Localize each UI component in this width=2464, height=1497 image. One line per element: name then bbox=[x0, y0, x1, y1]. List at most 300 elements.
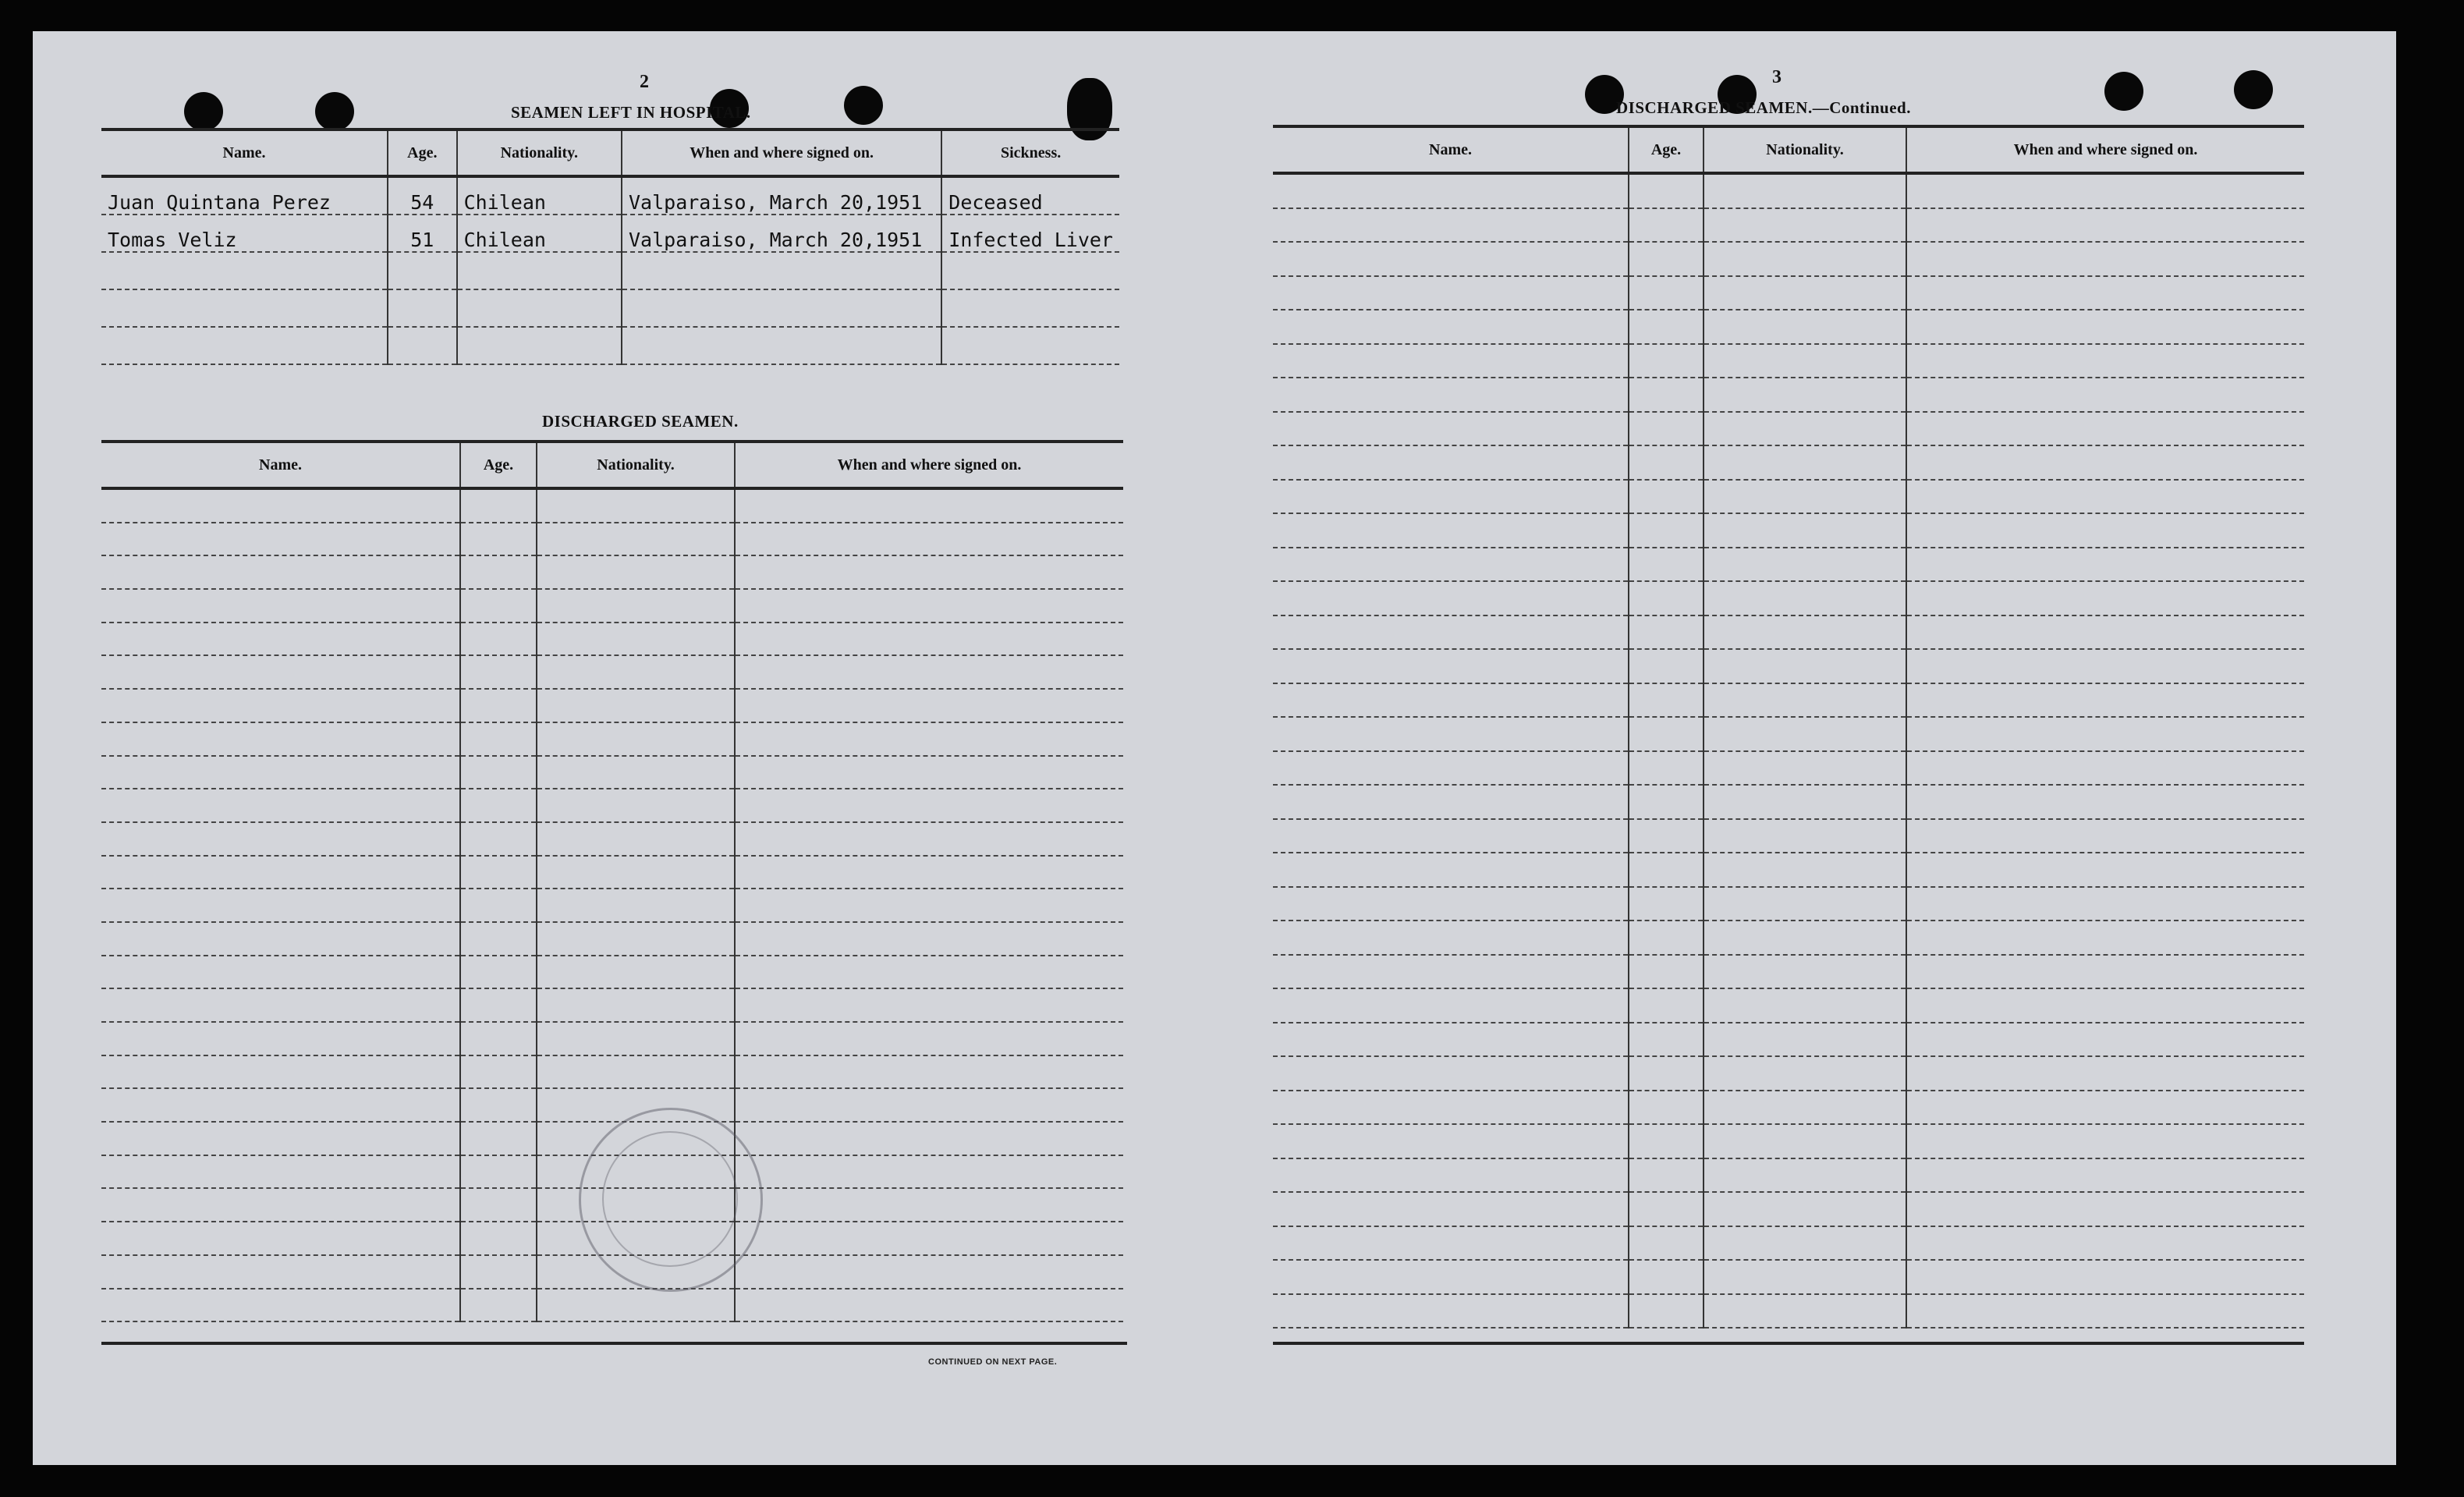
table-row bbox=[1273, 344, 2304, 378]
table-row bbox=[101, 1289, 1123, 1322]
cell-nationality bbox=[457, 327, 622, 364]
cell-sickness bbox=[941, 327, 1119, 364]
table-cell bbox=[537, 623, 735, 656]
punch-hole bbox=[315, 92, 354, 131]
table-cell bbox=[1629, 513, 1704, 548]
table-cell bbox=[1704, 1192, 1906, 1226]
table-cell bbox=[1629, 208, 1704, 243]
table-cell bbox=[1273, 683, 1629, 718]
cell-signed-on: Valparaiso, March 20,1951 bbox=[622, 215, 941, 252]
table-cell bbox=[1906, 480, 2304, 514]
table-row bbox=[1273, 310, 2304, 344]
table-cell bbox=[1906, 1091, 2304, 1125]
table-cell bbox=[735, 1222, 1123, 1255]
table-cell bbox=[1273, 717, 1629, 751]
table-cell bbox=[460, 1188, 537, 1222]
table-cell bbox=[735, 922, 1123, 956]
table-cell bbox=[1704, 208, 1906, 243]
table-cell bbox=[735, 523, 1123, 556]
table-cell bbox=[1704, 1226, 1906, 1261]
table-cell bbox=[735, 1055, 1123, 1089]
table-cell bbox=[1273, 955, 1629, 989]
table-cell bbox=[1273, 649, 1629, 683]
table-cell bbox=[101, 1188, 460, 1222]
faded-stamp-inner bbox=[602, 1131, 738, 1267]
table-cell bbox=[101, 589, 460, 623]
table-cell bbox=[537, 988, 735, 1022]
table-row bbox=[101, 176, 1119, 215]
continued-note: CONTINUED ON NEXT PAGE. bbox=[928, 1357, 1058, 1367]
table-cell bbox=[1906, 1192, 2304, 1226]
table-cell bbox=[101, 789, 460, 822]
table-row bbox=[101, 523, 1123, 556]
table-cell bbox=[1273, 615, 1629, 650]
table-cell bbox=[735, 623, 1123, 656]
table-cell bbox=[735, 1155, 1123, 1189]
table-cell bbox=[1704, 955, 1906, 989]
table-row bbox=[1273, 1192, 2304, 1226]
table-cell bbox=[1629, 921, 1704, 955]
table-row bbox=[101, 856, 1123, 889]
table-cell bbox=[537, 756, 735, 789]
table-cell bbox=[1906, 683, 2304, 718]
table-cell bbox=[1704, 1091, 1906, 1125]
table-cell bbox=[460, 689, 537, 722]
table-row bbox=[1273, 276, 2304, 310]
table-cell bbox=[735, 488, 1123, 523]
table-row bbox=[1273, 887, 2304, 921]
table-cell bbox=[1704, 480, 1906, 514]
table-row bbox=[101, 956, 1123, 989]
table-cell bbox=[1704, 242, 1906, 276]
table-row bbox=[101, 252, 1119, 289]
table-cell bbox=[460, 722, 537, 756]
table-cell bbox=[1704, 717, 1906, 751]
table-cell bbox=[1629, 751, 1704, 786]
table-cell bbox=[1629, 378, 1704, 412]
table-row bbox=[1273, 785, 2304, 819]
table-cell bbox=[101, 1289, 460, 1322]
table-cell bbox=[1906, 208, 2304, 243]
table-cell bbox=[1273, 751, 1629, 786]
cell-sickness: Deceased bbox=[941, 176, 1119, 215]
table-cell bbox=[1704, 751, 1906, 786]
table-row bbox=[101, 488, 1123, 523]
table-row bbox=[1273, 548, 2304, 582]
discharged-continued-title: DISCHARGED SEAMEN.—Continued. bbox=[1616, 98, 1911, 117]
column-header: Sickness. bbox=[941, 129, 1119, 176]
table-row bbox=[1273, 717, 2304, 751]
table-row bbox=[101, 789, 1123, 822]
table-cell bbox=[1704, 276, 1906, 310]
table-cell bbox=[1629, 1226, 1704, 1261]
column-header: When and where signed on. bbox=[735, 442, 1123, 488]
table-row bbox=[101, 889, 1123, 922]
table-cell bbox=[1629, 649, 1704, 683]
table-row bbox=[1273, 1260, 2304, 1294]
table-cell bbox=[1704, 1023, 1906, 1057]
table-row bbox=[1273, 1056, 2304, 1091]
hospital-table bbox=[101, 128, 1119, 365]
cell-signed-on bbox=[622, 327, 941, 364]
cell-nationality bbox=[457, 252, 622, 289]
table-cell bbox=[1906, 717, 2304, 751]
table-cell bbox=[1629, 242, 1704, 276]
document-sheet bbox=[33, 31, 2396, 1465]
cell-signed-on: Valparaiso, March 20,1951 bbox=[622, 176, 941, 215]
table-cell bbox=[1704, 173, 1906, 208]
table-cell bbox=[1906, 955, 2304, 989]
column-header: Nationality. bbox=[457, 129, 622, 176]
table-cell bbox=[1629, 955, 1704, 989]
cell-name: Tomas Veliz bbox=[101, 215, 388, 252]
table-cell bbox=[1906, 1226, 2304, 1261]
table-cell bbox=[1704, 683, 1906, 718]
table-row bbox=[1273, 1226, 2304, 1261]
table-row bbox=[1273, 208, 2304, 243]
table-cell bbox=[1704, 548, 1906, 582]
table-cell bbox=[460, 523, 537, 556]
table-cell bbox=[101, 1255, 460, 1289]
table-cell bbox=[101, 1022, 460, 1055]
table-cell bbox=[1906, 581, 2304, 615]
table-row bbox=[1273, 173, 2304, 208]
table-cell bbox=[1629, 853, 1704, 887]
table-cell bbox=[1704, 344, 1906, 378]
table-cell bbox=[460, 1155, 537, 1189]
table-cell bbox=[1906, 988, 2304, 1023]
table-cell bbox=[101, 822, 460, 856]
table-cell bbox=[1629, 548, 1704, 582]
table-cell bbox=[1629, 276, 1704, 310]
table-cell bbox=[1906, 615, 2304, 650]
table-row bbox=[1273, 242, 2304, 276]
table-cell bbox=[1906, 378, 2304, 412]
table-row bbox=[1273, 1158, 2304, 1193]
table-row bbox=[1273, 445, 2304, 480]
table-row bbox=[101, 822, 1123, 856]
table-cell bbox=[537, 922, 735, 956]
table-cell bbox=[101, 956, 460, 989]
cell-sickness: Infected Liver bbox=[941, 215, 1119, 252]
table-row bbox=[1273, 1023, 2304, 1057]
table-cell bbox=[735, 1122, 1123, 1155]
table-cell bbox=[735, 555, 1123, 589]
table-cell bbox=[1629, 717, 1704, 751]
table-cell bbox=[1906, 1023, 2304, 1057]
table-cell bbox=[1629, 819, 1704, 853]
table-row bbox=[1273, 1091, 2304, 1125]
table-row bbox=[1273, 412, 2304, 446]
table-cell bbox=[460, 956, 537, 989]
table-cell bbox=[1704, 1056, 1906, 1091]
column-header: Age. bbox=[460, 442, 537, 488]
punch-hole bbox=[844, 86, 883, 125]
table-cell bbox=[1704, 412, 1906, 446]
table-cell bbox=[1273, 344, 1629, 378]
table-cell bbox=[101, 1222, 460, 1255]
table-cell bbox=[1906, 344, 2304, 378]
table-cell bbox=[460, 1088, 537, 1122]
table-cell bbox=[735, 1088, 1123, 1122]
table-row bbox=[1273, 378, 2304, 412]
table-cell bbox=[1629, 344, 1704, 378]
table-cell bbox=[1704, 310, 1906, 344]
table-cell bbox=[101, 689, 460, 722]
cell-name bbox=[101, 327, 388, 364]
table-row bbox=[1273, 683, 2304, 718]
table-cell bbox=[1906, 412, 2304, 446]
table-cell bbox=[460, 655, 537, 689]
table-row bbox=[101, 289, 1119, 327]
table-cell bbox=[1629, 173, 1704, 208]
table-cell bbox=[1273, 1260, 1629, 1294]
table-cell bbox=[537, 956, 735, 989]
table-cell bbox=[1906, 853, 2304, 887]
table-row bbox=[101, 689, 1123, 722]
table-cell bbox=[1704, 988, 1906, 1023]
table-cell bbox=[1906, 310, 2304, 344]
table-cell bbox=[1273, 1294, 1629, 1328]
table-row bbox=[1273, 853, 2304, 887]
table-row bbox=[1273, 615, 2304, 650]
cell-age bbox=[388, 289, 457, 327]
table-cell bbox=[735, 1255, 1123, 1289]
table-cell bbox=[460, 1222, 537, 1255]
hospital-section-title: SEAMEN LEFT IN HOSPITAL. bbox=[511, 103, 751, 122]
cell-age: 54 bbox=[388, 176, 457, 215]
table-cell bbox=[1906, 1056, 2304, 1091]
table-cell bbox=[1704, 445, 1906, 480]
table-cell bbox=[1273, 581, 1629, 615]
table-cell bbox=[1906, 242, 2304, 276]
table-cell bbox=[1273, 242, 1629, 276]
table-cell bbox=[1704, 921, 1906, 955]
table-row bbox=[1273, 751, 2304, 786]
table-cell bbox=[1704, 581, 1906, 615]
table-cell bbox=[1273, 480, 1629, 514]
table-cell bbox=[460, 1022, 537, 1055]
table-row bbox=[101, 1022, 1123, 1055]
table-cell bbox=[1273, 988, 1629, 1023]
table-cell bbox=[460, 488, 537, 523]
table-cell bbox=[735, 889, 1123, 922]
table-cell bbox=[1704, 513, 1906, 548]
table-row bbox=[1273, 988, 2304, 1023]
table-cell bbox=[735, 689, 1123, 722]
table-cell bbox=[1273, 1023, 1629, 1057]
table-cell bbox=[460, 589, 537, 623]
table-cell bbox=[1273, 1091, 1629, 1125]
table-row bbox=[101, 722, 1123, 756]
table-row bbox=[101, 1055, 1123, 1089]
table-row bbox=[101, 988, 1123, 1022]
table-cell bbox=[101, 1122, 460, 1155]
table-cell bbox=[1906, 1124, 2304, 1158]
table-cell bbox=[460, 623, 537, 656]
table-cell bbox=[1704, 1124, 1906, 1158]
table-cell bbox=[460, 789, 537, 822]
cell-name bbox=[101, 252, 388, 289]
bottom-rule bbox=[1273, 1342, 2304, 1345]
table-cell bbox=[1273, 378, 1629, 412]
table-cell bbox=[735, 756, 1123, 789]
table-cell bbox=[1906, 173, 2304, 208]
table-cell bbox=[735, 655, 1123, 689]
table-cell bbox=[1906, 785, 2304, 819]
table-cell bbox=[1273, 1158, 1629, 1193]
cell-nationality bbox=[457, 289, 622, 327]
table-cell bbox=[101, 988, 460, 1022]
table-cell bbox=[1704, 853, 1906, 887]
table-cell bbox=[537, 789, 735, 822]
table-row bbox=[101, 655, 1123, 689]
table-cell bbox=[101, 1155, 460, 1189]
table-row bbox=[101, 327, 1119, 364]
table-cell bbox=[735, 789, 1123, 822]
table-row bbox=[101, 922, 1123, 956]
table-cell bbox=[1906, 1260, 2304, 1294]
table-cell bbox=[1704, 1294, 1906, 1328]
table-cell bbox=[1629, 785, 1704, 819]
table-cell bbox=[1273, 1124, 1629, 1158]
table-cell bbox=[1629, 1294, 1704, 1328]
table-cell bbox=[537, 555, 735, 589]
table-cell bbox=[537, 822, 735, 856]
cell-name: Juan Quintana Perez bbox=[101, 176, 388, 215]
table-cell bbox=[460, 756, 537, 789]
table-cell bbox=[1704, 785, 1906, 819]
column-header: When and where signed on. bbox=[1906, 126, 2304, 173]
table-cell bbox=[1273, 173, 1629, 208]
cell-age bbox=[388, 252, 457, 289]
table-cell bbox=[735, 856, 1123, 889]
table-cell bbox=[1704, 1260, 1906, 1294]
table-cell bbox=[460, 856, 537, 889]
punch-hole bbox=[2104, 72, 2143, 111]
table-row bbox=[101, 623, 1123, 656]
table-cell bbox=[1273, 445, 1629, 480]
punch-hole bbox=[184, 92, 223, 131]
table-cell bbox=[1273, 887, 1629, 921]
cell-name bbox=[101, 289, 388, 327]
table-row bbox=[101, 215, 1119, 252]
table-cell bbox=[1629, 1260, 1704, 1294]
table-row bbox=[1273, 819, 2304, 853]
table-cell bbox=[1273, 276, 1629, 310]
table-row bbox=[1273, 1294, 2304, 1328]
table-cell bbox=[735, 1289, 1123, 1322]
table-cell bbox=[735, 1022, 1123, 1055]
page-number: 2 bbox=[640, 72, 649, 92]
table-row bbox=[101, 756, 1123, 789]
table-cell bbox=[460, 922, 537, 956]
table-cell bbox=[101, 488, 460, 523]
table-cell bbox=[1704, 819, 1906, 853]
cell-nationality: Chilean bbox=[457, 176, 622, 215]
table-cell bbox=[101, 623, 460, 656]
table-cell bbox=[537, 523, 735, 556]
table-cell bbox=[101, 1088, 460, 1122]
table-cell bbox=[1629, 412, 1704, 446]
table-row bbox=[101, 589, 1123, 623]
table-cell bbox=[1906, 649, 2304, 683]
column-header: Age. bbox=[1629, 126, 1704, 173]
table-row bbox=[101, 1088, 1123, 1122]
table-cell bbox=[1273, 1192, 1629, 1226]
cell-nationality: Chilean bbox=[457, 215, 622, 252]
table-cell bbox=[1273, 412, 1629, 446]
discharged-continued-table bbox=[1273, 125, 2304, 1328]
table-cell bbox=[1629, 445, 1704, 480]
table-cell bbox=[1629, 887, 1704, 921]
table-cell bbox=[537, 856, 735, 889]
table-cell bbox=[1273, 853, 1629, 887]
table-cell bbox=[1629, 1124, 1704, 1158]
table-cell bbox=[1273, 513, 1629, 548]
table-cell bbox=[537, 722, 735, 756]
table-cell bbox=[1629, 988, 1704, 1023]
table-cell bbox=[460, 1289, 537, 1322]
table-row bbox=[1273, 581, 2304, 615]
table-cell bbox=[1629, 1091, 1704, 1125]
column-header: When and where signed on. bbox=[622, 129, 941, 176]
table-cell bbox=[1273, 208, 1629, 243]
column-header: Name. bbox=[101, 442, 460, 488]
table-cell bbox=[537, 1289, 735, 1322]
table-cell bbox=[1906, 751, 2304, 786]
table-cell bbox=[1629, 683, 1704, 718]
table-cell bbox=[537, 589, 735, 623]
table-cell bbox=[101, 889, 460, 922]
table-cell bbox=[101, 722, 460, 756]
table-cell bbox=[1704, 378, 1906, 412]
table-cell bbox=[1629, 615, 1704, 650]
column-header: Nationality. bbox=[537, 442, 735, 488]
table-cell bbox=[537, 689, 735, 722]
table-cell bbox=[735, 589, 1123, 623]
table-cell bbox=[1906, 548, 2304, 582]
bottom-rule bbox=[101, 1342, 1127, 1345]
table-cell bbox=[101, 655, 460, 689]
cell-sickness bbox=[941, 252, 1119, 289]
column-header: Nationality. bbox=[1704, 126, 1906, 173]
table-cell bbox=[1906, 819, 2304, 853]
column-header: Name. bbox=[101, 129, 388, 176]
table-row bbox=[1273, 513, 2304, 548]
table-row bbox=[1273, 480, 2304, 514]
table-cell bbox=[537, 1022, 735, 1055]
table-cell bbox=[1629, 581, 1704, 615]
table-cell bbox=[1906, 1294, 2304, 1328]
page-number: 3 bbox=[1772, 67, 1782, 87]
table-cell bbox=[1629, 1056, 1704, 1091]
table-cell bbox=[101, 922, 460, 956]
table-cell bbox=[1704, 649, 1906, 683]
cell-age bbox=[388, 327, 457, 364]
table-cell bbox=[1629, 310, 1704, 344]
table-cell bbox=[1629, 1192, 1704, 1226]
table-cell bbox=[1704, 615, 1906, 650]
table-cell bbox=[101, 856, 460, 889]
table-row bbox=[1273, 955, 2304, 989]
cell-age: 51 bbox=[388, 215, 457, 252]
table-cell bbox=[460, 822, 537, 856]
column-header: Name. bbox=[1273, 126, 1629, 173]
table-cell bbox=[1273, 819, 1629, 853]
table-row bbox=[1273, 1124, 2304, 1158]
table-cell bbox=[460, 988, 537, 1022]
